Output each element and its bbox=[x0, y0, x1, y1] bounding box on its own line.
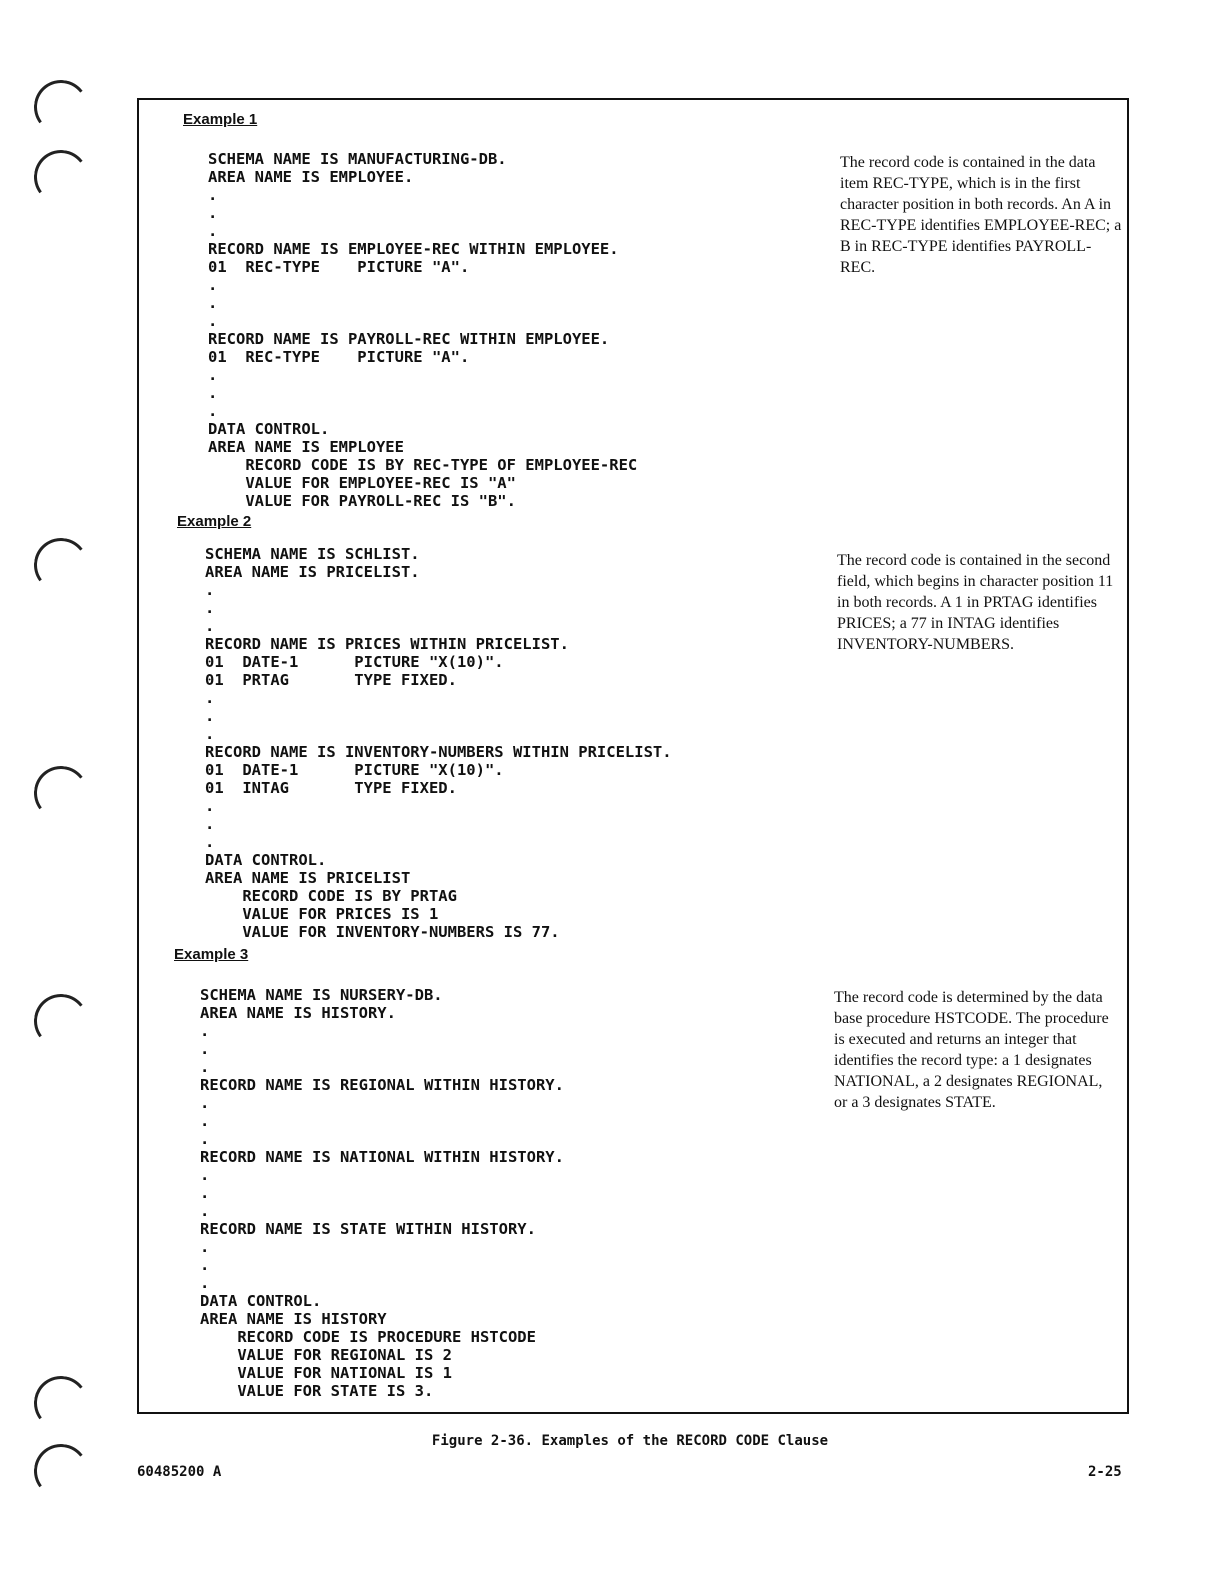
binder-hole-3 bbox=[31, 535, 92, 596]
binder-hole-7 bbox=[31, 1441, 92, 1502]
example-3-code: SCHEMA NAME IS NURSERY-DB. AREA NAME IS HISTORY. . . . RECORD NAME IS REGIONAL WITHIN HISTORY. . . . RECORD NAME IS NATIONAL WITHIN HISTORY. . . . RECORD NAME IS STATE WITHIN HISTORY. . . . DATA CONTROL. AREA NAME IS HISTORY RECORD CODE IS PROCEDURE HSTCODE VALUE FOR REGIONAL IS 2 VALUE FOR NATIONAL IS 1 VALUE FOR STATE IS 3. bbox=[200, 986, 564, 1400]
binder-hole-1 bbox=[31, 77, 92, 138]
example-2-code: SCHEMA NAME IS SCHLIST. AREA NAME IS PRICELIST. . . . RECORD NAME IS PRICES WITHIN PRICELIST. 01 DATE-1 PICTURE "X(10)". 01 PRTAG TYPE FIXED. . . . RECORD NAME IS INVENTORY-NUMBERS WITHIN PRICELIST. 01 DATE-1 PICTURE "X(10)". 01 INTAG TYPE FIXED. . . . DATA CONTROL. AREA NAME IS PRICELIST RECORD CODE IS BY PRTAG VALUE FOR PRICES IS 1 VALUE FOR INVENTORY-NUMBERS IS 77. bbox=[205, 545, 672, 941]
document-number: 60485200 A bbox=[137, 1464, 222, 1480]
binder-hole-5 bbox=[31, 991, 92, 1052]
example-2-title: Example 2 bbox=[177, 513, 252, 530]
example-1-title: Example 1 bbox=[183, 111, 258, 128]
example-1-note: The record code is contained in the data item REC-TYPE, which is in the first character position in both records. An A in REC-TYPE identifies EMPLOYEE-REC; a B in REC-TYPE identifies PAYROLL-REC. bbox=[840, 154, 1122, 276]
page-number: 2-25 bbox=[1088, 1464, 1122, 1480]
example-2-note: The record code is contained in the second field, which begins in character position 11 in both records. A 1 in PRTAG identifies PRICES; a 77 in INTAG identifies INVENTORY-NUMBERS. bbox=[837, 552, 1114, 653]
example-3-title: Example 3 bbox=[174, 946, 249, 963]
binder-hole-6 bbox=[31, 1373, 92, 1434]
example-1-code: SCHEMA NAME IS MANUFACTURING-DB. AREA NAME IS EMPLOYEE. . . . RECORD NAME IS EMPLOYEE-REC WITHIN EMPLOYEE. 01 REC-TYPE PICTURE "A". . . . RECORD NAME IS PAYROLL-REC WITHIN EMPLOYEE. 01 REC-TYPE PICTURE "A". . . . DATA CONTROL. AREA NAME IS EMPLOYEE RECORD CODE IS BY REC-TYPE OF EMPLOYEE-REC VALUE FOR EMPLOYEE-REC IS "A" VALUE FOR PAYROLL-REC IS "B". bbox=[208, 150, 638, 510]
example-3-note: The record code is determined by the data base procedure HSTCODE. The procedure is executed and returns an integer that identifies the record type: a 1 designates NATIONAL, a 2 designates REGIONAL, or a 3 designates STATE. bbox=[834, 989, 1109, 1111]
figure-caption: Figure 2-36. Examples of the RECORD CODE Clause bbox=[431, 1433, 829, 1449]
binder-hole-4 bbox=[31, 763, 92, 824]
binder-hole-2 bbox=[31, 147, 92, 208]
